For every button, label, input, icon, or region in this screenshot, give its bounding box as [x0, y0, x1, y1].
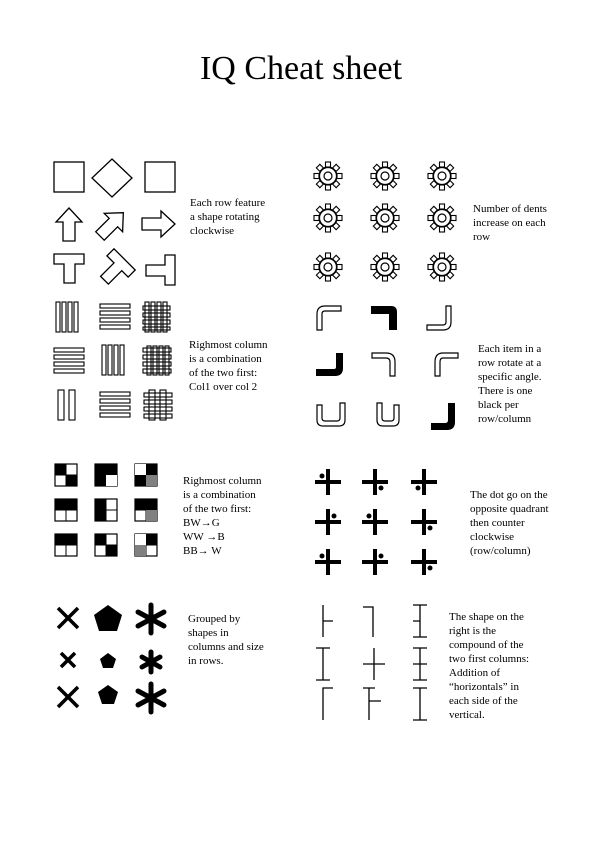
cross-dot-icon	[313, 470, 443, 580]
puzzle-compound-description: The shape on the right is the compound of the two first columns: Addition of “horizontals” in each side of the vertical.	[449, 611, 530, 721]
puzzle-grouped-shapes-description: Grouped by shapes in columns and size in rows.	[188, 613, 264, 667]
line-grid-icon	[52, 300, 182, 425]
puzzle-grouped-shapes	[55, 605, 295, 715]
puzzle-dents-description: Number of dents increase on each row	[473, 203, 547, 243]
quad-square-icon	[55, 462, 165, 562]
puzzle-rotating-corners	[313, 300, 573, 435]
corner-icon	[313, 300, 463, 435]
puzzle-rotation	[52, 158, 302, 288]
puzzle-dot-quadrant	[313, 470, 573, 580]
puzzle-compound	[313, 603, 573, 728]
bar-shape-icon	[313, 603, 443, 728]
page-title: IQ Cheat sheet	[199, 50, 403, 87]
puzzle-combination-squares-description: Righmost column is a combination of the two first: BW→G WW →B BB→ W	[183, 475, 262, 557]
puzzle-combination-squares	[55, 462, 295, 562]
puzzle-combination-lines-description: Righmost column is a combination of the two first: Col1 over col 2	[189, 339, 268, 393]
shapes-icon	[55, 605, 170, 715]
rotating-shapes-icon	[52, 158, 182, 288]
puzzle-combination-lines	[52, 300, 292, 425]
puzzle-dot-quadrant-description: The dot go on the opposite quadrant then counter clockwise (row/column)	[470, 489, 549, 557]
gear-icon	[313, 160, 463, 285]
puzzle-dents	[313, 160, 573, 285]
puzzle-rotation-description: Each row feature a shape rotating clockwise	[190, 197, 266, 237]
puzzle-rotating-corners-description: Each item in a row rotate at a specific angle. There is one black per row/column	[478, 343, 542, 425]
